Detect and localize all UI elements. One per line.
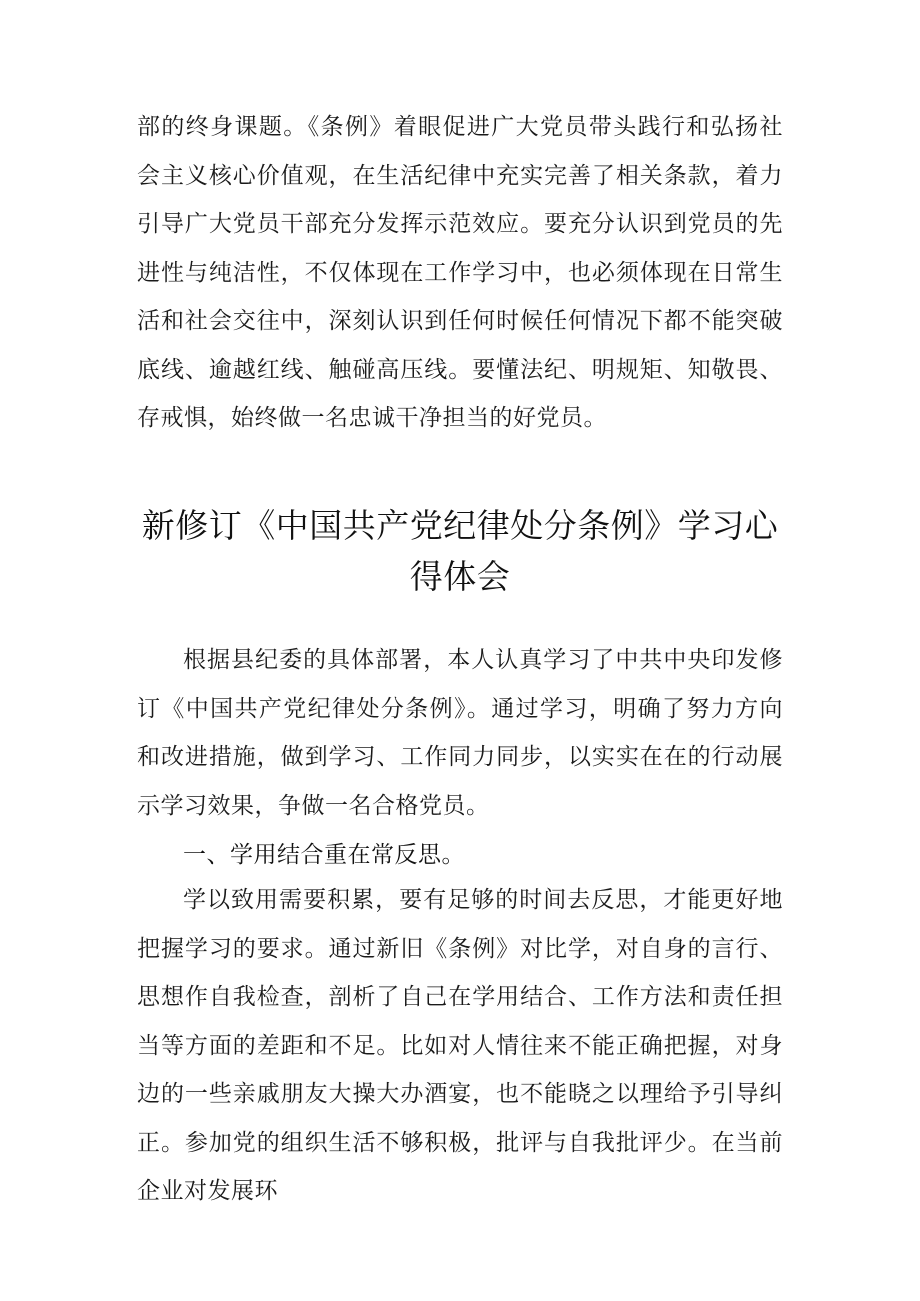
continuation-paragraph: 部的终身课题。《条例》着眼促进广大党员带头践行和弘扬社会主义核心价值观，在生活纪律中充实完善了相关条款，着力引导广大党员干部充分发挥示范效应。要充分认识到党员的先进性与纯洁性，不仅体现在工作学习中，也必须体现在日常生活和社会交往中，深刻认识到任何时候任何情况下都不能突破底线、逾越红线、触碰高压线。要懂法纪、明规矩、知敬畏、存戒惧，始终做一名忠诚干净担当的好党员。 [137, 114, 783, 431]
section-body-paragraph: 学以致用需要积累，要有足够的时间去反思，才能更好地把握学习的要求。通过新旧《条例》对比学，对自身的言行、思想作自我检查，剖析了自己在学用结合、工作方法和责任担当等方面的差距和不足。比如对人情往来不能正确把握，对身边的一些亲戚朋友大操大办酒宴，也不能晓之以理给予引导纠正。参加党的组织生活不够积极，批评与自我批评少。在当前企业对发展环 [137, 887, 783, 1204]
article-title: 新修订《中国共产党纪律处分条例》学习心得体会 [141, 506, 779, 596]
intro-paragraph: 根据县纪委的具体部署，本人认真学习了中共中央印发修订《中国共产党纪律处分条例》。通过学习，明确了努力方向和改进措施，做到学习、工作同力同步，以实实在在的行动展示学习效果，争做一名合格党员。 [137, 647, 783, 819]
section-heading: 一、学用结合重在常反思。 [183, 842, 465, 868]
